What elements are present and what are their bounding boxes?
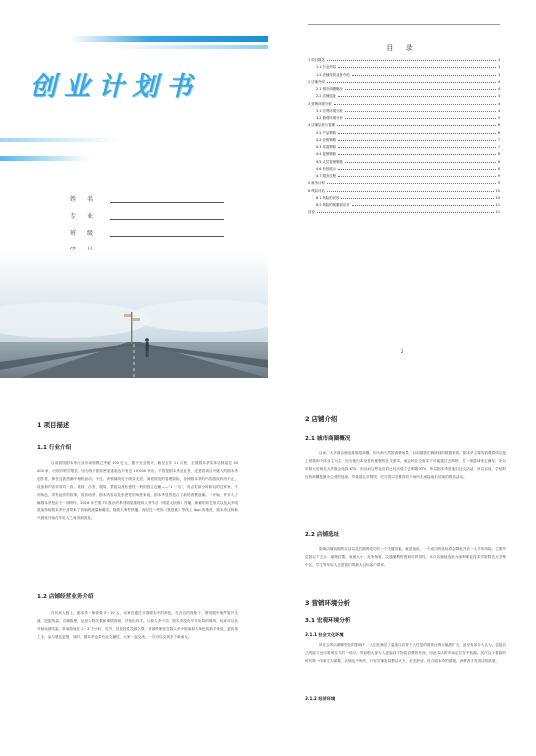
toc-entry-text: 1 项目描述 bbox=[308, 58, 325, 62]
toc-leader-dots bbox=[345, 109, 496, 112]
toc-entry-page: 7 bbox=[497, 137, 500, 142]
toc-entry-text: 3.2 微观环境分析 bbox=[316, 116, 343, 120]
cover-stripe bbox=[110, 45, 268, 49]
toc-entry-page: 10 bbox=[495, 188, 500, 193]
toc-leader-dots bbox=[334, 102, 496, 105]
toc-entry-text: 6.2 风险的规避和应对 bbox=[316, 203, 350, 207]
toc-entry-page: 4 bbox=[497, 101, 500, 106]
toc-entry-page: 4 bbox=[497, 79, 500, 84]
toc-entry-page: 6 bbox=[497, 130, 500, 135]
toc-leader-dots bbox=[327, 58, 496, 61]
cover-stripe bbox=[70, 36, 268, 42]
toc-entry-page: 3 bbox=[497, 58, 500, 62]
subsection-heading: 3.1 宏观环境分析 bbox=[305, 618, 351, 624]
cover-page bbox=[0, 0, 268, 378]
toc-leader-dots bbox=[327, 189, 494, 192]
toc-leader-dots bbox=[338, 131, 496, 134]
toc-leader-dots bbox=[345, 116, 496, 119]
paragraph: 目前，大多数店铺选址都是商圈，因为商天然的消费场景，目前据我们调研到的数据来看，剧本杀主要的消费群体还是上班族和个体业主为主，因为他们本身是有极强的社交需求，而这种社交需求不可能通过去网吧、打一场篮球来去满足，所以年龄大的朋友大多数会选择 KTV，但目前这些社员们已经厌倦了去唱歌 KTV，所以剧本杀是他们社交活动，所以目前，学校附近的商圈是最为合适的选择，毕竟那么多餐馆，吃完饭以后都得有个场所去承接他们后续的娱乐活动。 bbox=[305, 451, 506, 479]
toc-entry-text: 3.1 宏观环境分析 bbox=[316, 108, 343, 113]
paragraph: 所在企风向潮都型化的影响下，人们在满足了温饱以后者个人性复的群体比例大幅度扩大，甚至有部分人认为，包装自己的能力也可看成实力的一部分。然而绝大部分人更偏向于物质消费的东西，因此本店的市场定位在中低端。其次这个看脸的时代第一印象尤为重要，店铺也不例外，只有店铺布局整洁大方，灯光舒适，符合剧本杀的情境，消费者才有进店的欲望。 bbox=[305, 643, 506, 663]
toc-entry-page: 8 bbox=[497, 152, 500, 157]
toc-entry[interactable] bbox=[308, 210, 500, 217]
cover-stripe bbox=[0, 138, 120, 142]
toc-entry-text: 2 店铺介绍 bbox=[308, 79, 325, 84]
toc-entry-page: 11 bbox=[495, 203, 500, 207]
toc-leader-dots bbox=[327, 80, 496, 83]
toc-entry-text: 4.5 人员管理策略 bbox=[316, 159, 343, 164]
toc-entry-text: 6.1 风险的识别 bbox=[316, 195, 340, 200]
toc-entry[interactable] bbox=[308, 116, 500, 123]
toc-entry[interactable] bbox=[308, 123, 500, 130]
toc-entry-page: 8 bbox=[497, 166, 500, 171]
major-field[interactable] bbox=[70, 205, 224, 220]
toc-entry[interactable] bbox=[308, 167, 500, 174]
toc-entry-page: 9 bbox=[497, 174, 500, 178]
toc-entry[interactable] bbox=[308, 87, 500, 94]
toc-entry[interactable] bbox=[308, 131, 500, 138]
toc-entry-text: 4.3 渠道策略 bbox=[316, 145, 337, 149]
toc-leader-dots bbox=[338, 65, 496, 68]
toc-entry[interactable] bbox=[308, 73, 500, 80]
cover-title: 创业计划书 bbox=[30, 72, 201, 102]
toc-title: 目 录 bbox=[386, 44, 418, 52]
subsubsection-heading: 3.1.1 社会文化环境 bbox=[305, 632, 344, 637]
toc-leader-dots bbox=[338, 138, 496, 141]
toc-entry-page: 4 bbox=[497, 108, 500, 113]
toc-entry[interactable] bbox=[308, 174, 500, 181]
field-label: 专业 bbox=[70, 213, 105, 220]
toc-entry[interactable] bbox=[308, 160, 500, 167]
toc-entry-text: 1.2 店铺经营业务介绍 bbox=[316, 72, 350, 77]
toc-entry[interactable] bbox=[308, 152, 500, 159]
toc-entry[interactable] bbox=[308, 181, 500, 188]
cover-stripe bbox=[0, 156, 90, 161]
toc-leader-dots bbox=[338, 145, 496, 148]
toc-entry-text: 2.1 城市商圈概况 bbox=[316, 87, 343, 91]
toc-page bbox=[268, 0, 536, 378]
toc-entry-text: 4.6 有形展示 bbox=[316, 166, 337, 171]
toc-entry-text: 4.2 价格策略 bbox=[316, 137, 337, 142]
toc-entry-page: 7 bbox=[497, 145, 500, 149]
toc-leader-dots bbox=[337, 123, 496, 126]
toc-leader-dots bbox=[341, 196, 493, 199]
toc-leader-dots bbox=[338, 167, 496, 170]
toc-entry-page: 8 bbox=[497, 159, 500, 164]
toc-leader-dots bbox=[338, 174, 496, 177]
toc-entry-text: 1.1 行业介绍 bbox=[316, 65, 337, 70]
toc-entry[interactable] bbox=[308, 109, 500, 116]
content-page-store bbox=[268, 378, 536, 756]
toc-entry[interactable] bbox=[308, 138, 500, 145]
toc-entry-text: 6 风险评估 bbox=[308, 188, 325, 193]
toc-entry[interactable] bbox=[308, 94, 500, 101]
toc-entry-page: 11 bbox=[495, 210, 500, 215]
subsubsection-heading: 3.1.2 经济环境 bbox=[305, 696, 336, 701]
name-field[interactable] bbox=[70, 188, 224, 203]
toc-entry-page: 9 bbox=[497, 181, 500, 186]
paragraph: 在玩家人数上，剧本杀一般需要 5～10 人，玩家们通过分饰剧本中的角色，在各自的视角下，围绕剧中案件展开交流、挖掘线索、合理推理，运用人物关系和事情真相，并找出内手。与狼人杀不同，剧本杀没有早早出局的规则，玩家可以从开始玩到结束。单场游戏在 2～3 个小时，另外，其竞技性没那么强，对那些胆怯在陌人多中推演那人角色的新手来说，更容易上手，参与感也更强，同时，剧本杀也带有社交属性，大家一起交流，一次可以交到多个新朋友。 bbox=[37, 611, 238, 639]
field-line bbox=[110, 194, 224, 203]
toc-leader-dots bbox=[317, 210, 494, 213]
toc-entry-page: 6 bbox=[497, 123, 500, 128]
field-label: 姓名 bbox=[70, 196, 105, 203]
section-heading: 1 项目描述 bbox=[37, 421, 70, 429]
toc-entry[interactable] bbox=[308, 145, 500, 152]
toc-entry-page: 5 bbox=[497, 116, 500, 120]
cover-info-fields bbox=[70, 188, 224, 256]
subsection-heading: 1.1 行业介绍 bbox=[37, 445, 72, 451]
toc-entry[interactable] bbox=[308, 58, 500, 65]
toc-entry[interactable] bbox=[308, 65, 500, 72]
field-label: 班级 bbox=[70, 230, 105, 237]
toc-leader-dots bbox=[345, 160, 496, 163]
field-line bbox=[110, 211, 224, 220]
toc-entry-text: 4.7 服务过程 bbox=[316, 174, 337, 178]
toc-entry-page: 3 bbox=[497, 65, 500, 70]
field-line bbox=[110, 228, 224, 237]
section-heading: 2 店铺介绍 bbox=[305, 415, 338, 423]
page-number: 2 bbox=[400, 349, 404, 354]
crossroads-photo bbox=[0, 250, 268, 378]
subsection-heading: 2.1 城市商圈概况 bbox=[305, 436, 351, 442]
paragraph: 目前我国剧本杀行业市场规模已突破 100 亿元，据不完全统计，截至去年 11 月底，全国剧本杀实体店数接近 30 000 家，出现井喷式增长。因为线下剧乐密室逃脱也只有近 10 000 家店，不管是剧本杀业业者，还是将项目升级入的剧本杀创作者，都在这波热潮中相机而动。不过，该领域尚处于萌芽无差，请很规范的管理面临，各种剧本杀的内容版权纠纷不止，设备和内容异常对一致；桌椅、沙发、服装、景板以及私密性一般的独立包厢——“1 一名”，有点类似小时候玩的过家家，不同角色，带有起伏的故事，但其场景、剧本内容以及私密性的角度来说，剧本杀显然迎合了新的消费浪潮。一开始，许多人了解剧本杀是由于一部网综。2016 年芒果 TV 推出的系列明星推理真人秀节目《明星大侦探》首播，新颖的综艺形式以及众多明星加持给剧本杀行业带来了初始的流量和曝光，随着大事件热播，再经过一些如《我是谜》等线上 App 的推进，剧本杀这种新兴游戏开始在年轻人之间得到普及。 bbox=[37, 461, 238, 521]
header-rule bbox=[308, 24, 500, 25]
toc-leader-dots bbox=[338, 94, 496, 97]
toc-entry-text: 3 营销环境分析 bbox=[308, 101, 332, 106]
toc-leader-dots bbox=[345, 87, 496, 90]
toc-entry[interactable] bbox=[308, 203, 500, 210]
toc-list bbox=[308, 58, 500, 218]
subsection-heading: 2.2 店铺选址 bbox=[305, 532, 340, 538]
toc-entry-page: 3 bbox=[497, 72, 500, 77]
class-field[interactable] bbox=[70, 222, 224, 237]
toc-entry-text: 4.1 产品策略 bbox=[316, 130, 337, 135]
toc-entry[interactable] bbox=[308, 80, 500, 87]
toc-entry-page: 10 bbox=[495, 195, 500, 200]
toc-entry[interactable] bbox=[308, 189, 500, 196]
toc-entry[interactable] bbox=[308, 196, 500, 203]
toc-entry-page: 4 bbox=[497, 94, 500, 99]
toc-entry-text: 4.4 促销策略 bbox=[316, 152, 337, 157]
toc-entry-text: 4 店铺运营与管理 bbox=[308, 123, 335, 128]
toc-leader-dots bbox=[327, 181, 496, 184]
content-page-project bbox=[0, 378, 268, 756]
subsection-heading: 1.2 店铺经营业务介绍 bbox=[37, 594, 94, 600]
toc-entry[interactable] bbox=[308, 102, 500, 109]
section-heading: 3 营销环境分析 bbox=[305, 599, 351, 607]
toc-entry-text: 结论 bbox=[308, 210, 315, 215]
toc-leader-dots bbox=[352, 73, 496, 76]
toc-entry-text: 2.2 店铺选址 bbox=[316, 94, 337, 99]
toc-leader-dots bbox=[352, 203, 494, 206]
toc-entry-page: 4 bbox=[497, 87, 500, 91]
toc-leader-dots bbox=[338, 152, 496, 155]
paragraph: 影响店铺初期的存活以及后期的成功有一个关键因素，就是选址，一个成功的选址将会降低开店一大半的风险。主要考虑因以下五点：地理位置、客流大小、竞争角度、交通便利程度和可获得性。本次店铺就选址为深圳职业技术学院附近大学集中区，学生等年轻人正是我们的最大目标客户群体。 bbox=[305, 547, 506, 567]
toc-entry-text: 5 财务计划 bbox=[308, 181, 325, 186]
